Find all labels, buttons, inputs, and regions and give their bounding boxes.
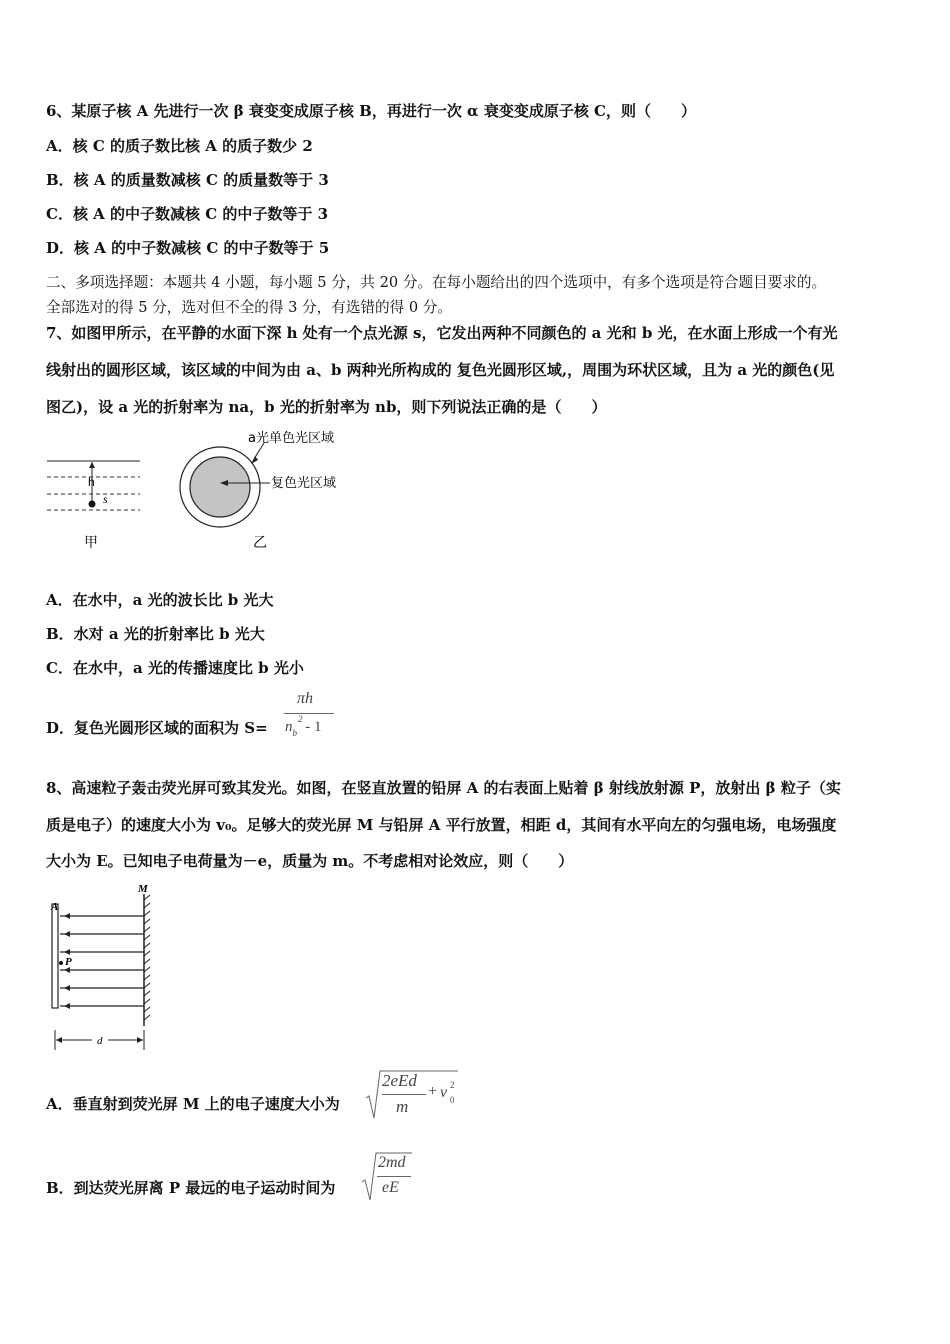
label-P: P <box>65 956 72 968</box>
formula-b-denominator: eE <box>382 1179 399 1196</box>
q6-option-d: D．核 A 的中子数减核 C 的中子数等于 5 <box>46 239 330 257</box>
q7-figure-jia <box>44 448 148 553</box>
q7-option-b: B．水对 a 光的折射率比 b 光大 <box>46 625 265 643</box>
label-A: A <box>51 901 59 913</box>
label-d: d <box>97 1035 103 1047</box>
field-lines <box>60 916 144 1006</box>
q7-figure-yi <box>170 425 350 555</box>
q7-stem-line1: 7、如图甲所示，在平静的水面下深 h 处有一个点光源 s，它发出两种不同颜色的 a 光和 b 光，在水面上形成一个有光 <box>46 324 838 342</box>
label-h: h <box>88 475 95 489</box>
fraction-bar <box>284 713 334 714</box>
depth-arrow-head <box>89 462 95 468</box>
formula-b-numerator: 2md <box>378 1154 406 1171</box>
denominator-minus-one: - 1 <box>301 719 322 735</box>
point-source <box>89 501 96 508</box>
formula-velocity <box>364 1068 464 1122</box>
denominator-sup: 2 <box>298 714 303 724</box>
q7-option-c: C．在水中，a 光的传播速度比 b 光小 <box>46 659 304 677</box>
formula-a-v: v <box>440 1084 448 1101</box>
label-s: s <box>103 492 108 506</box>
q7-option-d: D．复色光圆形区域的面积为 S= <box>46 719 268 737</box>
formula-a-sub: 0 <box>450 1095 455 1105</box>
q7-stem-line2: 线射出的圆形区域，该区域的中间为由 a、b 两种光所构成的 复色光圆形区域,，周围为环状区域，且为 a 光的颜色(见 <box>46 361 835 379</box>
section2-line1: 二、多项选择题：本题共 4 小题，每小题 5 分，共 20 分。在每小题给出的四个选项中，有多个选项是符合题目要求的。 <box>46 274 827 291</box>
formula-a-sup: 2 <box>450 1080 455 1090</box>
formula-time <box>360 1150 416 1204</box>
label-center: 复色光区域 <box>271 476 337 491</box>
fraction-bar <box>377 1176 411 1177</box>
q6-option-a: A．核 C 的质子数比核 A 的质子数少 2 <box>46 137 313 155</box>
q7-stem-line3: 图乙)，设 a 光的折射率为 na，b 光的折射率为 nb，则下列说法正确的是（ ） <box>46 398 607 416</box>
q8-figure <box>44 880 164 1055</box>
caption-jia: 甲 <box>84 535 98 551</box>
q6-option-c: C．核 A 的中子数减核 C 的中子数等于 3 <box>46 205 329 223</box>
q7-option-a: A．在水中，a 光的波长比 b 光大 <box>46 591 274 609</box>
ring-pointer-head <box>251 456 258 464</box>
formula-denominator <box>285 714 322 738</box>
label-ring: a光单色光区域 <box>248 431 334 446</box>
dim-arrow-left <box>56 1037 62 1043</box>
q8-stem-line2: 质是电子）的速度大小为 v₀。足够大的荧光屏 M 与铅屏 A 平行放置，相距 d，其间有水平向左的匀强电场，电场强度 <box>46 816 837 834</box>
inner-circle <box>190 457 250 517</box>
section2-line2: 全部选对的得 5 分，选对但不全的得 3 分，有选错的得 0 分。 <box>46 299 452 316</box>
formula-a-plus: + <box>428 1083 438 1100</box>
q8-stem-line3: 大小为 E。已知电子电荷量为－e，质量为 m。不考虑相对论效应，则（ ） <box>46 852 574 870</box>
formula-area <box>284 690 344 742</box>
q8-option-a: A．垂直射到荧光屏 M 上的电子速度大小为 <box>46 1095 340 1113</box>
dim-arrow-right <box>137 1037 143 1043</box>
formula-a-numerator: 2eEd <box>382 1071 417 1090</box>
source-P-dot <box>59 961 63 965</box>
formula-numerator: πh <box>297 690 314 707</box>
q8-option-b: B．到达荧光屏离 P 最远的电子运动时间为 <box>46 1179 336 1197</box>
q6-option-b: B．核 A 的质量数减核 C 的质量数等于 3 <box>46 171 329 189</box>
label-M: M <box>138 883 148 895</box>
denominator-sub: b <box>292 728 297 738</box>
q8-stem-line1: 8、高速粒子轰击荧光屏可致其发光。如图，在竖直放置的铅屏 A 的右表面上贴着 β 射线放射源 P，放射出 β 粒子（实 <box>46 779 841 797</box>
caption-yi: 乙 <box>253 535 267 551</box>
screen-hatching <box>144 895 150 1020</box>
q6-stem: 6、某原子核 A 先进行一次 β 衰变变成原子核 B，再进行一次 α 衰变变成原子核 C，则（ ） <box>46 102 696 120</box>
fraction-bar <box>382 1094 426 1095</box>
denominator-n: n <box>285 719 293 735</box>
lead-screen-A <box>52 904 58 1008</box>
formula-a-denominator: m <box>396 1097 409 1116</box>
